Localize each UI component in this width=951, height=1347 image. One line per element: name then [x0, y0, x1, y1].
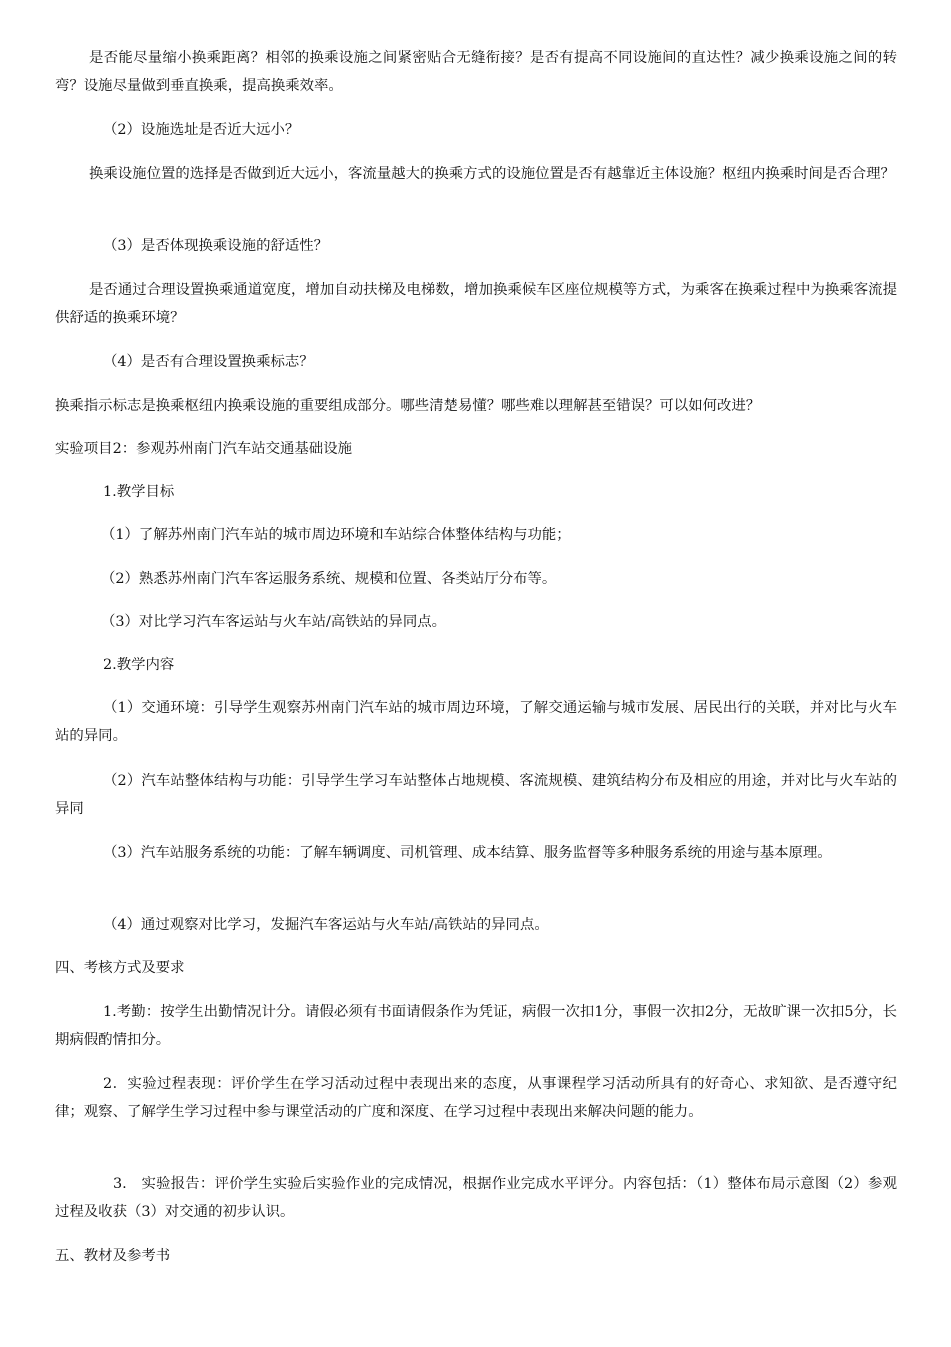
content-item-3: （3）汽车站服务系统的功能：了解车辆调度、司机管理、成本结算、服务监督等多种服务系统的用途与基本原理。	[103, 845, 832, 861]
heading-assessment: 四、考核方式及要求	[55, 960, 185, 976]
paragraph-comfort: 是否通过合理设置换乘通道宽度，增加自动扶梯及电梯数，增加换乘候车区座位规模等方式，为乘客在换乘过程中为换乘客流提供舒适的换乘环境？	[55, 282, 897, 326]
paragraph-signage: 换乘指示标志是换乘枢纽内换乘设施的重要组成部分。哪些清楚易懂？哪些难以理解甚至错误？可以如何改进？	[55, 398, 761, 414]
heading-site-selection: （2）设施选址是否近大远小？	[103, 122, 300, 138]
content-item-4: （4）通过观察对比学习，发掘汽车客运站与火车站/高铁站的异同点。	[103, 917, 549, 933]
heading-teaching-content: 2.教学内容	[103, 657, 175, 673]
goal-item-3: （3）对比学习汽车客运站与火车站/高铁站的异同点。	[101, 614, 446, 630]
paragraph-transfer-distance: 是否能尽量缩小换乘距离？相邻的换乘设施之间紧密贴合无缝衔接？是否有提高不同设施间的直达性？减少换乘设施之间的转弯？设施尽量做到垂直换乘，提高换乘效率。	[55, 50, 897, 94]
heading-teaching-goals: 1.教学目标	[103, 484, 175, 500]
heading-comfort: （3）是否体现换乘设施的舒适性？	[103, 238, 329, 254]
assessment-performance: 2．实验过程表现：评价学生在学习活动过程中表现出来的态度，从事课程学习活动所具有的好奇心、求知欲、是否遵守纪律；观察、了解学生学习过程中参与课堂活动的广度和深度、在学习过程中表现出来解决问题的能力。	[55, 1076, 897, 1120]
content-item-2: （2）汽车站整体结构与功能：引导学生学习车站整体占地规模、客流规模、建筑结构分布及相应的用途，并对比与火车站的异同	[55, 773, 897, 817]
heading-signage: （4）是否有合理设置换乘标志？	[103, 354, 314, 370]
content-item-1: （1）交通环境：引导学生观察苏州南门汽车站的城市周边环境，了解交通运输与城市发展、居民出行的关联，并对比与火车站的异同。	[55, 700, 897, 744]
paragraph-site-selection: 换乘设施位置的选择是否做到近大远小，客流量越大的换乘方式的设施位置是否有越靠近主体设施？枢纽内换乘时间是否合理？	[89, 166, 895, 182]
assessment-report: 3. 实验报告：评价学生实验后实验作业的完成情况，根据作业完成水平评分。内容包括：（1）整体布局示意图（2）参观过程及收获（3）对交通的初步认识。	[55, 1176, 897, 1220]
heading-textbooks: 五、教材及参考书	[55, 1248, 171, 1264]
goal-item-2: （2）熟悉苏州南门汽车客运服务系统、规模和位置、各类站厅分布等。	[101, 571, 557, 587]
goal-item-1: （1）了解苏州南门汽车站的城市周边环境和车站综合体整体结构与功能；	[101, 527, 571, 543]
assessment-attendance: 1.考勤：按学生出勤情况计分。请假必须有书面请假条作为凭证，病假一次扣1分，事假一次扣2分，无故旷课一次扣5分，长期病假酌情扣分。	[55, 1004, 897, 1048]
heading-experiment-2: 实验项目2：参观苏州南门汽车站交通基础设施	[55, 441, 352, 457]
